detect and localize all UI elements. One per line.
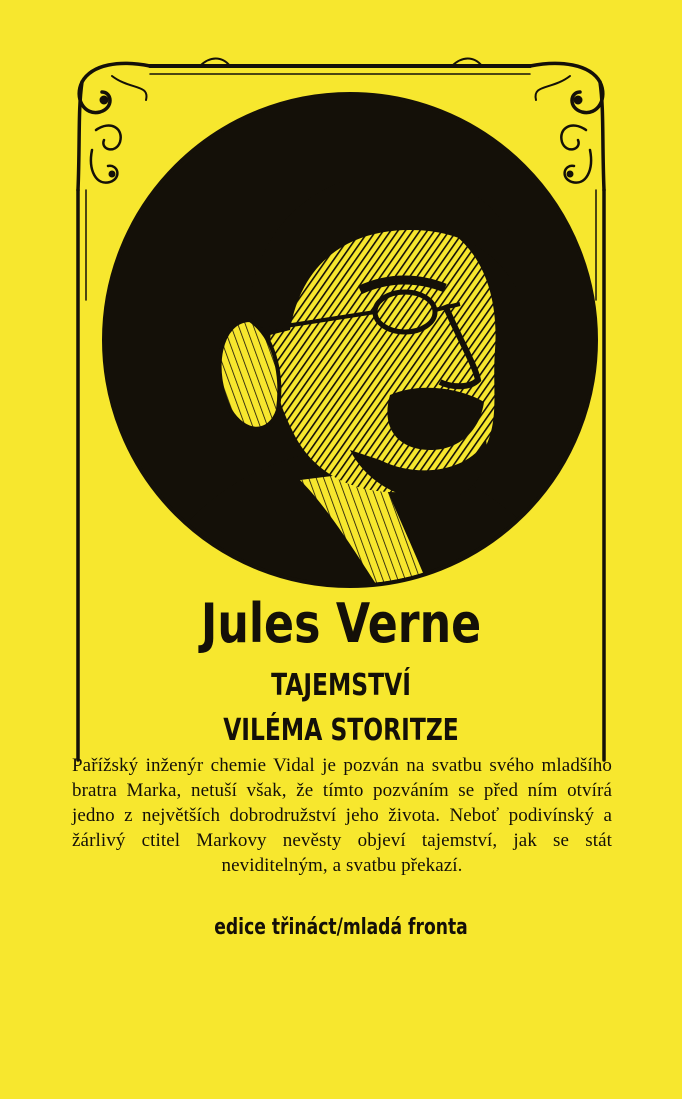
book-title-line-2: VILÉMA STORITZE: [223, 713, 459, 748]
publisher-imprint: edice třináct/mladá fronta: [214, 915, 468, 940]
portrait-medallion-icon: [100, 90, 600, 590]
blurb: [72, 753, 612, 878]
author-name: Jules Verne: [200, 592, 482, 655]
blurb-text: Pařížský inženýr chemie Vidal je pozván na svatbu svého mladšího bratra Marka, netuší však, že tímto pozváním se před ním otvírá jedno z největších dobrodružství jeho života. Neboť podivínský a žárlivý ctitel Markovy nevěsty objeví tajemství, jak se stát neviditelným, a svatbu překazí.: [72, 755, 612, 876]
book-title-line-1: TAJEMSTVÍ: [271, 668, 411, 703]
